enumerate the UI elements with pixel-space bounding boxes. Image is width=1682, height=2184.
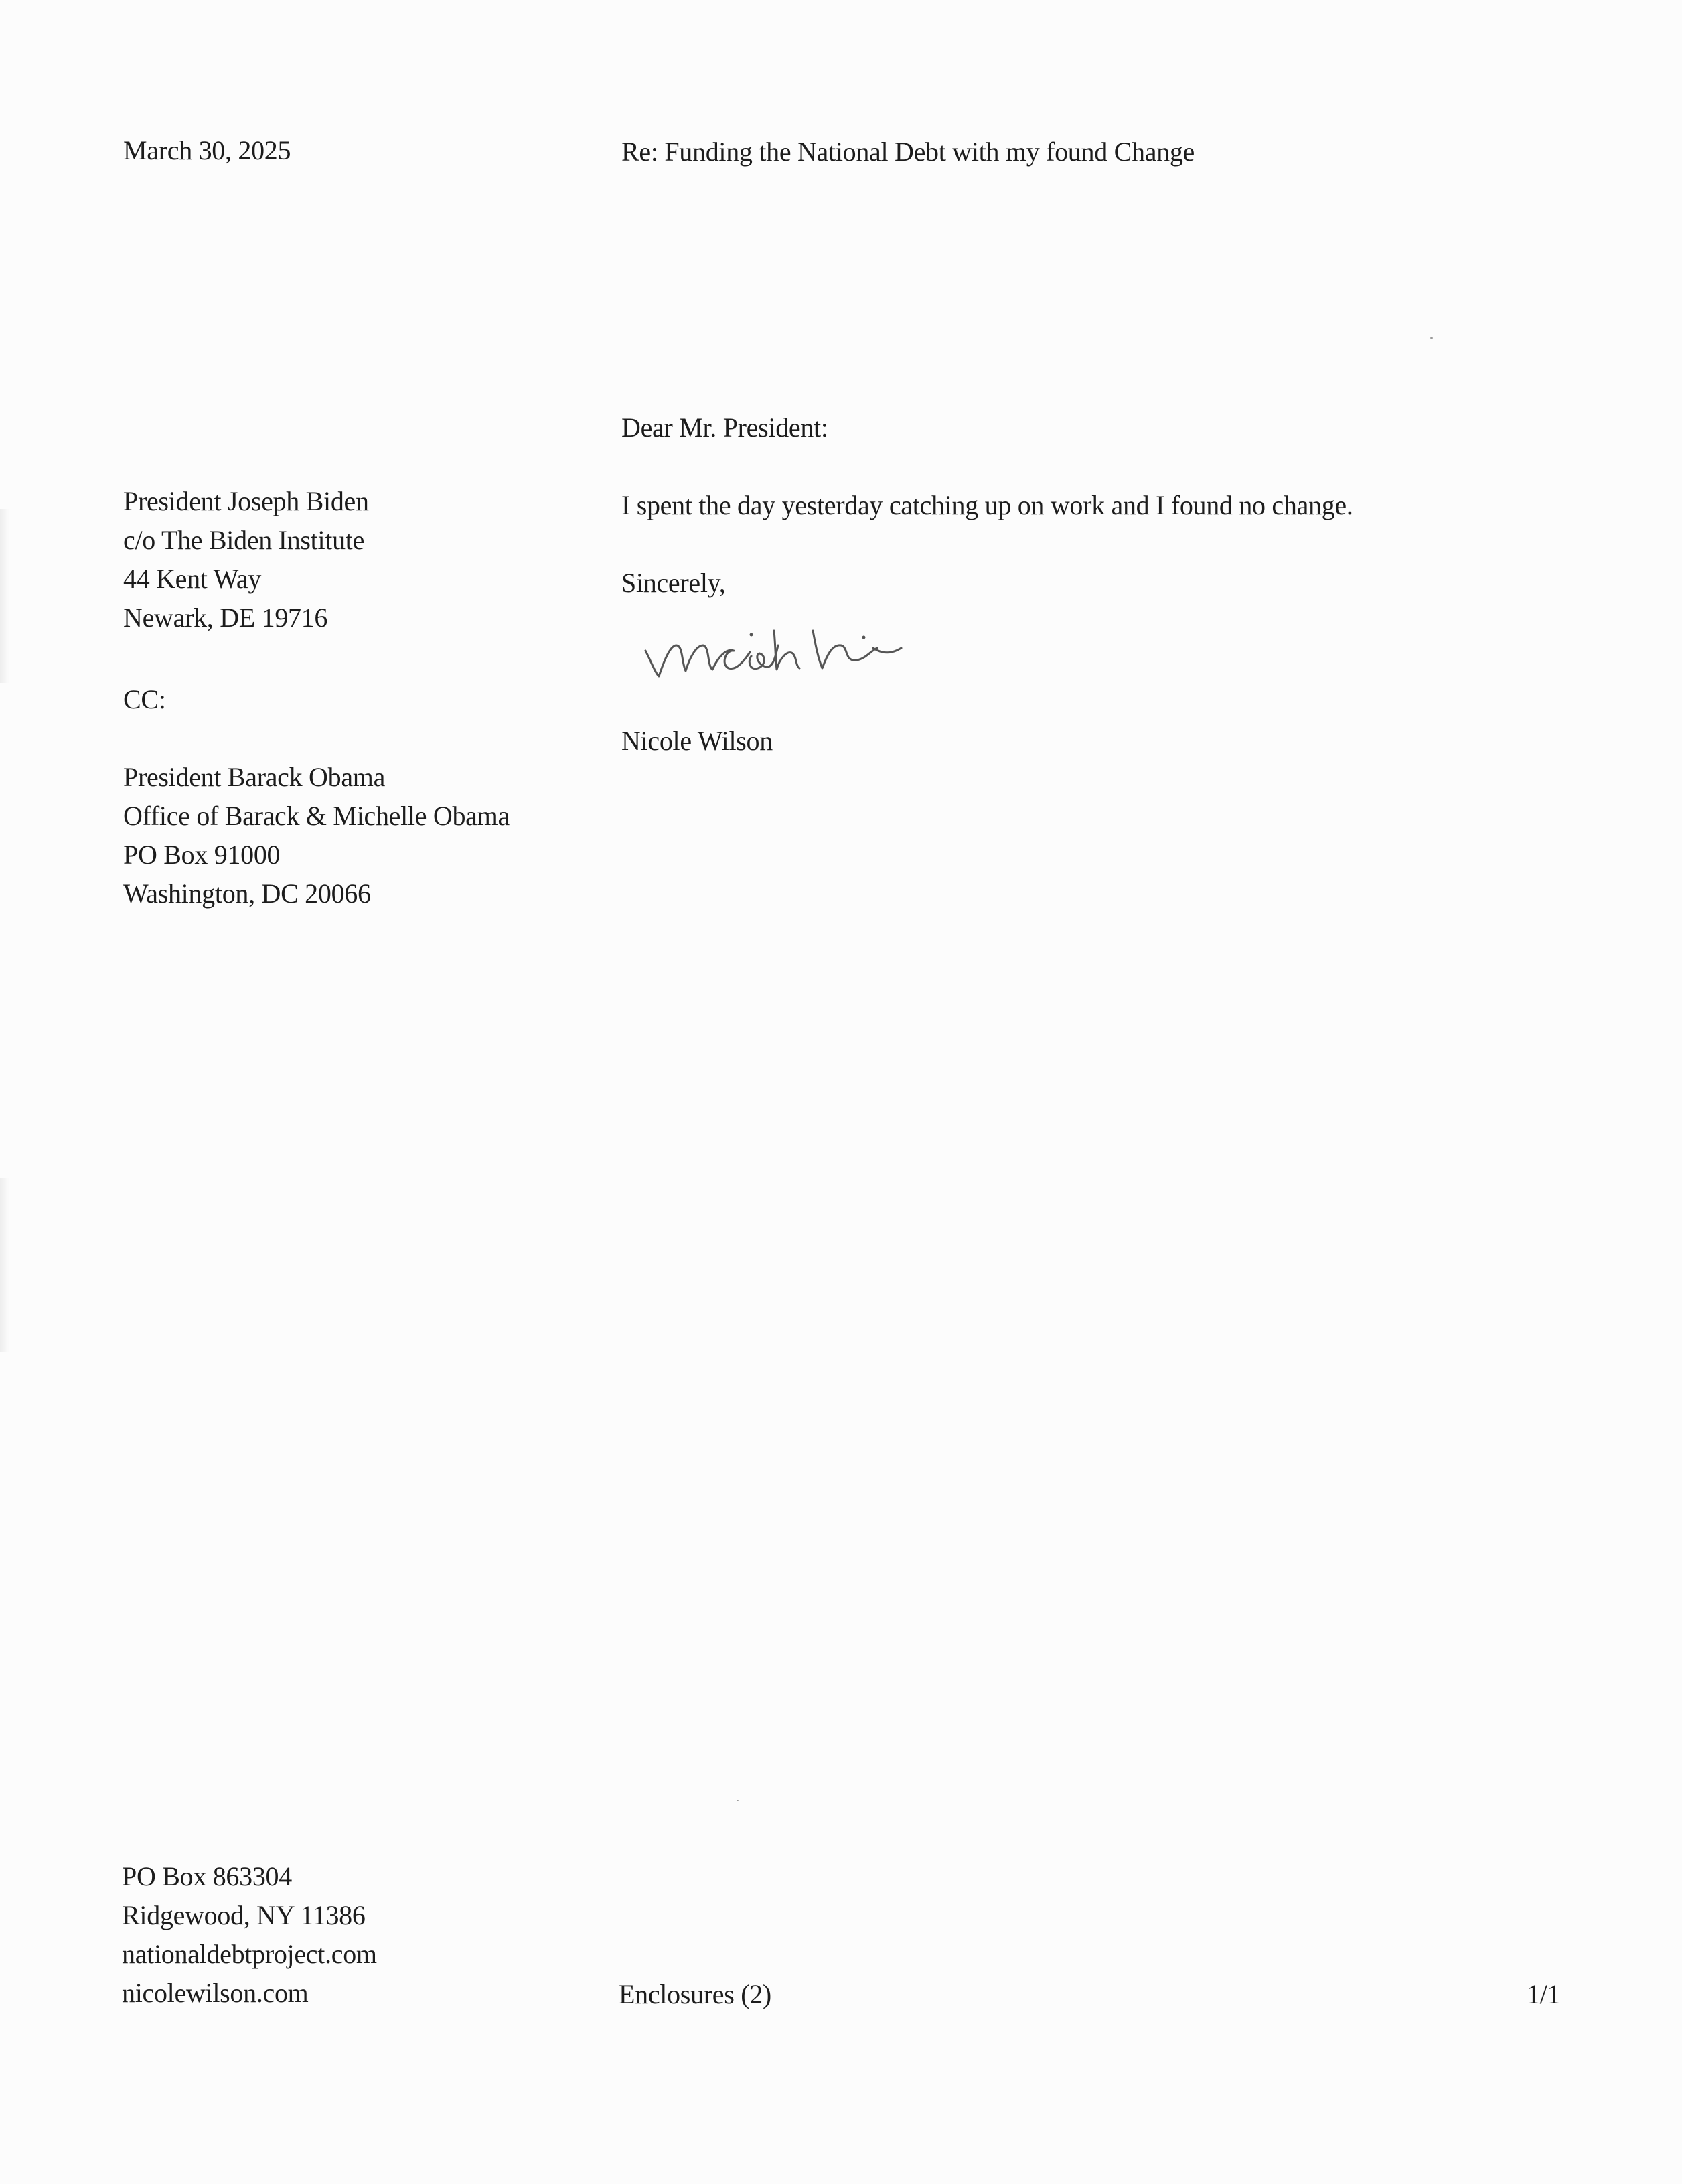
cc-city: Washington, DC 20066 [123,878,371,909]
letter-date: March 30, 2025 [123,135,291,165]
letter-body: I spent the day yesterday catching up on work and I found no change. [621,490,1353,520]
sender-address [122,1857,377,2013]
cc-address [123,758,510,913]
signer-name: Nicole Wilson [621,726,773,756]
recipient-street: 44 Kent Way [123,564,262,594]
sender-website-personal: nicolewilson.com [122,1978,309,2008]
enclosures-note: Enclosures (2) [619,1979,771,2009]
cc-label: CC: [123,684,166,714]
sender-po-box: PO Box 863304 [122,1861,292,1891]
scan-edge-shadow [0,509,9,683]
scan-speck [737,1800,739,1801]
page-number: 1/1 [1527,1979,1561,2009]
letter-subject: Re: Funding the National Debt with my found Change [621,137,1195,167]
sender-city: Ridgewood, NY 11386 [122,1900,366,1930]
recipient-address [123,482,369,637]
recipient-name: President Joseph Biden [123,486,369,516]
closing: Sincerely, [621,568,726,598]
salutation: Dear Mr. President: [621,412,828,443]
scan-edge-shadow [0,1178,9,1352]
sender-website-project: nationaldebtproject.com [122,1939,377,1969]
cc-po-box: PO Box 91000 [123,840,281,870]
recipient-city: Newark, DE 19716 [123,603,328,633]
handwritten-signature [632,611,913,684]
cc-name: President Barack Obama [123,762,386,792]
recipient-organization: c/o The Biden Institute [123,525,365,555]
cc-organization: Office of Barack & Michelle Obama [123,801,510,831]
scan-speck [1430,337,1433,339]
